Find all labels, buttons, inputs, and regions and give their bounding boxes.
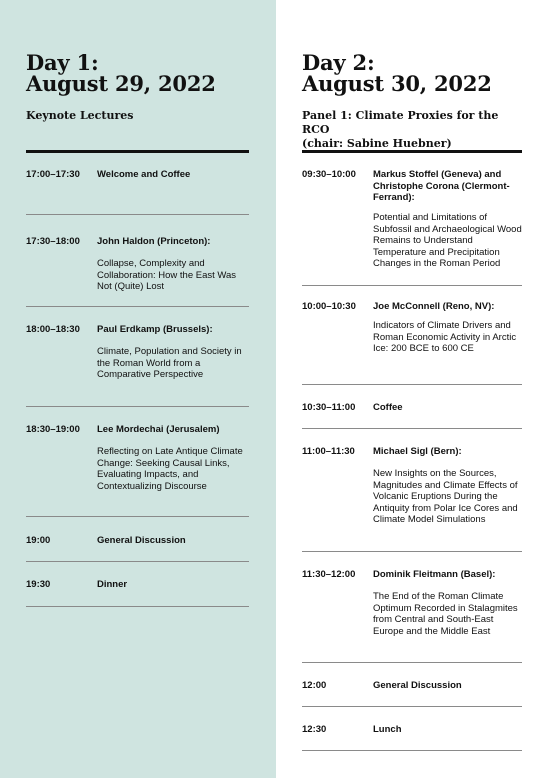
session-time: 17:00–17:30 [26,169,80,180]
day1-title-line2: August 29, 2022 [26,71,216,96]
day2-title-line1: Day 2: [302,50,375,75]
session-speaker: John Haldon (Princeton): [97,236,211,247]
session-speaker: Dinner [97,579,128,590]
row-divider [302,384,522,385]
day2-header-rule [302,150,522,153]
session-talk-title: Potential and Limitations of Subfossil and Archaeological Wood Remains to Understand Temperature and Precipitation Changes in the Roman Period [373,212,522,269]
row-divider [26,214,249,215]
session-time: 17:30–18:00 [26,236,80,247]
session-time: 19:00 [26,535,51,546]
session-talk-title: Reflecting on Late Antique Climate Change: Seeking Causal Links, Evaluating Impacts, and Contextualizing Discourse [97,446,243,492]
session-time: 11:00–11:30 [302,446,355,457]
session-speaker: Dominik Fleitmann (Basel): [373,569,496,580]
session-speaker: Lee Mordechai (Jerusalem) [97,424,220,435]
session-time: 19:30 [26,579,51,590]
row-divider [26,516,249,517]
session-speaker: Joe McConnell (Reno, NV): [373,301,495,312]
session-time: 18:00–18:30 [26,324,80,335]
session-speaker: Welcome and Coffee [97,169,191,180]
day2-title-line2: August 30, 2022 [302,71,492,96]
row-divider [26,306,249,307]
session-time: 09:30–10:00 [302,169,356,180]
day1-title [26,52,249,94]
session-speaker: Coffee [373,402,403,413]
day2-title [302,52,522,94]
row-divider [302,285,522,286]
session-speaker: General Discussion [373,680,462,691]
row-divider [26,406,249,407]
session-talk-title: The End of the Roman Climate Optimum Recorded in Stalagmites from Central and South-East Europe and the Middle East [373,591,518,637]
row-divider [302,662,522,663]
session-speaker: Lunch [373,724,402,735]
row-divider [302,750,522,751]
session-time: 10:30–11:00 [302,402,356,413]
session-time: 18:30–19:00 [26,424,80,435]
session-talk-title: Indicators of Climate Drivers and Roman Economic Activity in Arctic Ice: 200 BCE to 600 CE [373,320,517,354]
session-speaker: General Discussion [97,535,186,546]
day2-section-line2: (chair: Sabine Huebner) [302,137,452,150]
session-time: 10:00–10:30 [302,301,356,312]
day2-section-title [302,109,522,151]
session-speaker: Paul Erdkamp (Brussels): [97,324,213,335]
session-time: 11:30–12:00 [302,569,356,580]
row-divider [302,706,522,707]
row-divider [302,428,522,429]
session-talk-title: New Insights on the Sources, Magnitudes and Climate Effects of Volcanic Eruptions During the Antiquity from Polar Ice Cores and Climate Model Simulations [373,468,518,525]
session-talk-title: Collapse, Complexity and Collaboration: How the East Was Not (Quite) Lost [97,258,237,292]
session-time: 12:30 [302,724,327,735]
row-divider [302,551,522,552]
row-divider [26,606,249,607]
day2-section-line1: Panel 1: Climate Proxies for the RCO [302,109,499,136]
day2-column [276,0,550,778]
row-divider [26,561,249,562]
day1-title-line1: Day 1: [26,50,99,75]
day1-section-title: Keynote Lectures [26,109,134,122]
session-time: 12:00 [302,680,327,691]
session-talk-title: Climate, Population and Society in the Roman World from a Comparative Perspective [97,346,242,380]
day1-header-rule [26,150,249,153]
session-speaker: Markus Stoffel (Geneva) and Christophe Corona (Clermont-Ferrand): [373,169,510,203]
session-speaker: Michael Sigl (Bern): [373,446,462,457]
